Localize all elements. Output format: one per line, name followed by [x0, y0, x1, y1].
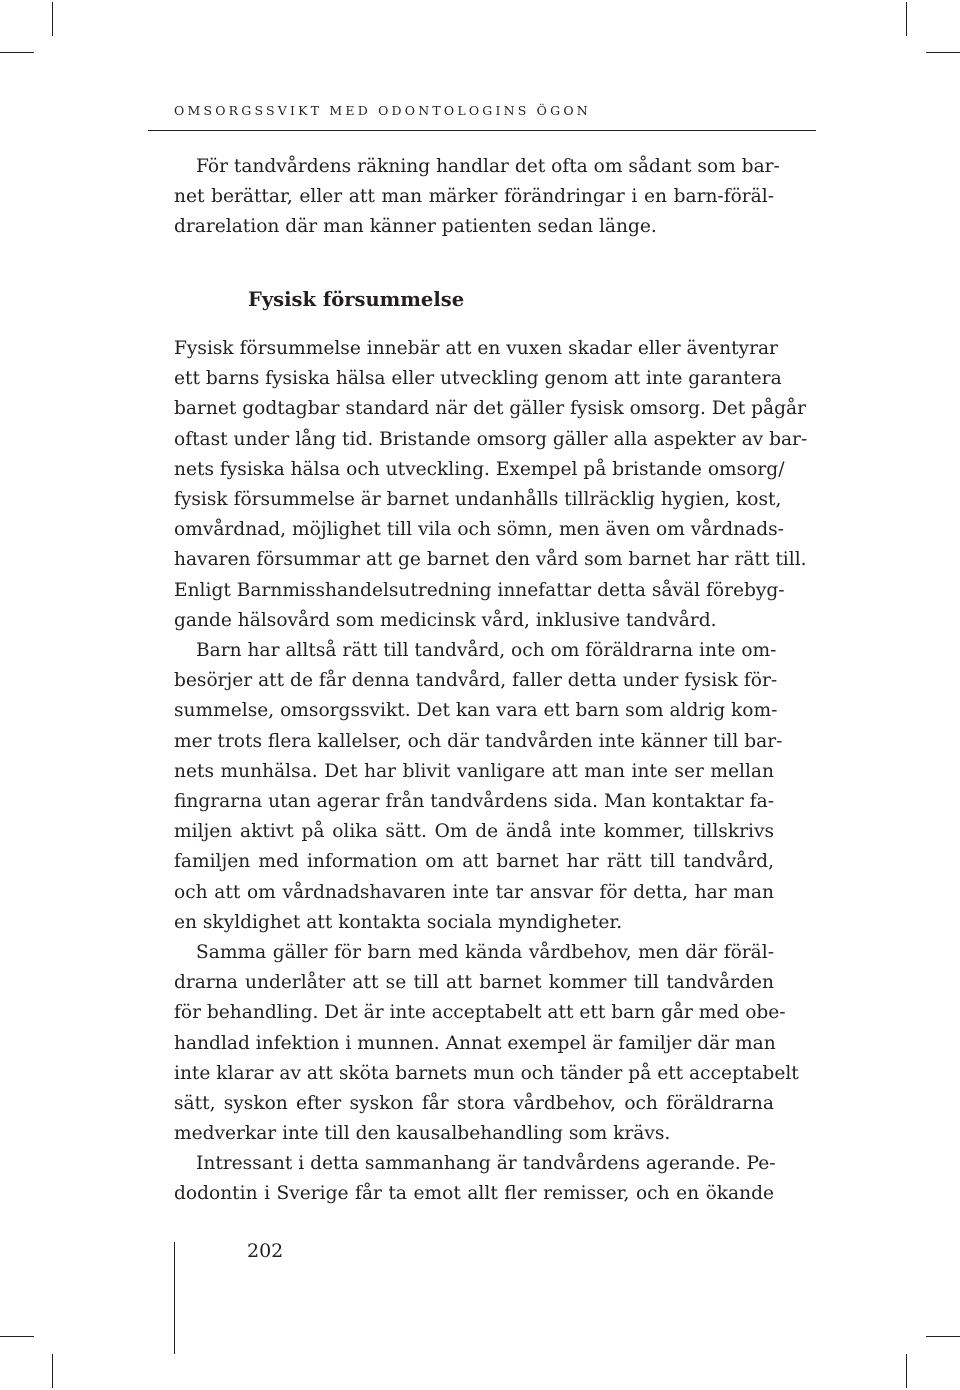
text-line: för behandling. Det är inte acceptabelt att ett barn går med obe-: [174, 1002, 786, 1024]
crop-mark-top-left-horizontal: [0, 52, 34, 53]
crop-mark-bottom-right-horizontal: [926, 1336, 960, 1337]
text-line: barnet godtagbar standard när det gäller fysisk omsorg. Det pågår: [174, 398, 807, 420]
text-line: dodontin i Sverige får ta emot allt fler remisser, och en ökande: [174, 1183, 774, 1205]
text-line: en skyldighet att kontakta sociala myndigheter.: [174, 911, 623, 933]
text-line: miljen aktivt på olika sätt. Om de ändå inte kommer, tillskrivs: [174, 821, 774, 843]
text-line: mer trots flera kallelser, och där tandvården inte känner till bar-: [174, 730, 783, 752]
text-line: fingrarna utan agerar från tandvårdens sida. Man kontaktar fa-: [174, 790, 774, 812]
text-line: Barn har alltså rätt till tandvård, och om föräldrarna inte om-: [196, 640, 777, 661]
text-line: Intressant i detta sammanhang är tandvårdens agerande. Pe-: [196, 1153, 776, 1174]
text-line: sätt, syskon efter syskon får stora vårdbehov, och föräldrarna: [174, 1092, 774, 1114]
running-head: OMSORGSSVIKT MED ODONTOLOGINS ÖGON: [174, 103, 591, 118]
text-line: Fysisk försummelse innebär att en vuxen skadar eller äventyrar: [174, 338, 778, 359]
crop-mark-bottom-left-vertical: [52, 1354, 53, 1388]
running-head-rule: [148, 130, 816, 131]
body-paragraph: [174, 334, 808, 636]
crop-mark-top-right-vertical: [906, 2, 907, 36]
text-line: havaren försummar att ge barnet den vård som barnet har rätt till.: [174, 549, 807, 571]
text-line: oftast under lång tid. Bristande omsorg gäller alla aspekter av bar-: [174, 428, 808, 450]
text-line: För tandvårdens räkning handlar det ofta om sådant som bar-: [196, 156, 780, 177]
body-paragraph: [174, 938, 799, 1149]
crop-mark-top-left-vertical: [52, 2, 53, 36]
text-line: summelse, omsorgssvikt. Det kan vara ett barn som aldrig kom-: [174, 700, 778, 722]
text-line: inte klarar av att sköta barnets mun och tänder på ett acceptabelt: [174, 1062, 799, 1084]
text-line: och att om vårdnadshavaren inte tar ansvar för detta, har man: [174, 881, 774, 903]
text-line: handlad infektion i munnen. Annat exempel är familjer där man: [174, 1032, 776, 1054]
section-heading: Fysisk försummelse: [248, 288, 465, 311]
text-line: drarna underlåter att se till att barnet kommer till tandvården: [174, 972, 774, 994]
text-line: gande hälsovård som medicinsk vård, inklusive tandvård.: [174, 609, 717, 631]
text-line: omvårdnad, möjlighet till vila och sömn, men även om vårdnads-: [174, 519, 784, 541]
crop-mark-top-right-horizontal: [926, 52, 960, 53]
text-line: medverkar inte till den kausalbehandling som krävs.: [174, 1123, 671, 1145]
text-line: nets munhälsa. Det har blivit vanligare att man inte ser mellan: [174, 760, 774, 782]
text-line: ett barns fysiska hälsa eller utveckling genom att inte garantera: [174, 368, 782, 390]
body-paragraph: [174, 636, 783, 938]
text-line: drarelation där man känner patienten sedan länge.: [174, 216, 657, 238]
page-number: 202: [247, 1240, 284, 1262]
text-line: nets fysiska hälsa och utveckling. Exempel på bristande omsorg/: [174, 458, 785, 480]
text-line: net berättar, eller att man märker förändringar i en barn-föräl-: [174, 186, 774, 208]
text-line: fysisk försummelse är barnet undanhålls tillräcklig hygien, kost,: [174, 488, 782, 510]
folio-rule: [174, 1242, 175, 1354]
text-line: besörjer att de får denna tandvård, faller detta under fysisk för-: [174, 670, 778, 692]
opening-paragraph: [174, 152, 780, 243]
crop-mark-bottom-right-vertical: [906, 1354, 907, 1388]
crop-mark-bottom-left-horizontal: [0, 1336, 34, 1337]
body-paragraph: [174, 1149, 774, 1209]
text-line: Samma gäller för barn med kända vårdbehov, men där föräl-: [196, 942, 774, 963]
text-line: Enligt Barnmisshandelsutredning innefattar detta såväl förebyg-: [174, 579, 785, 601]
text-line: familjen med information om att barnet har rätt till tandvård,: [174, 851, 774, 873]
